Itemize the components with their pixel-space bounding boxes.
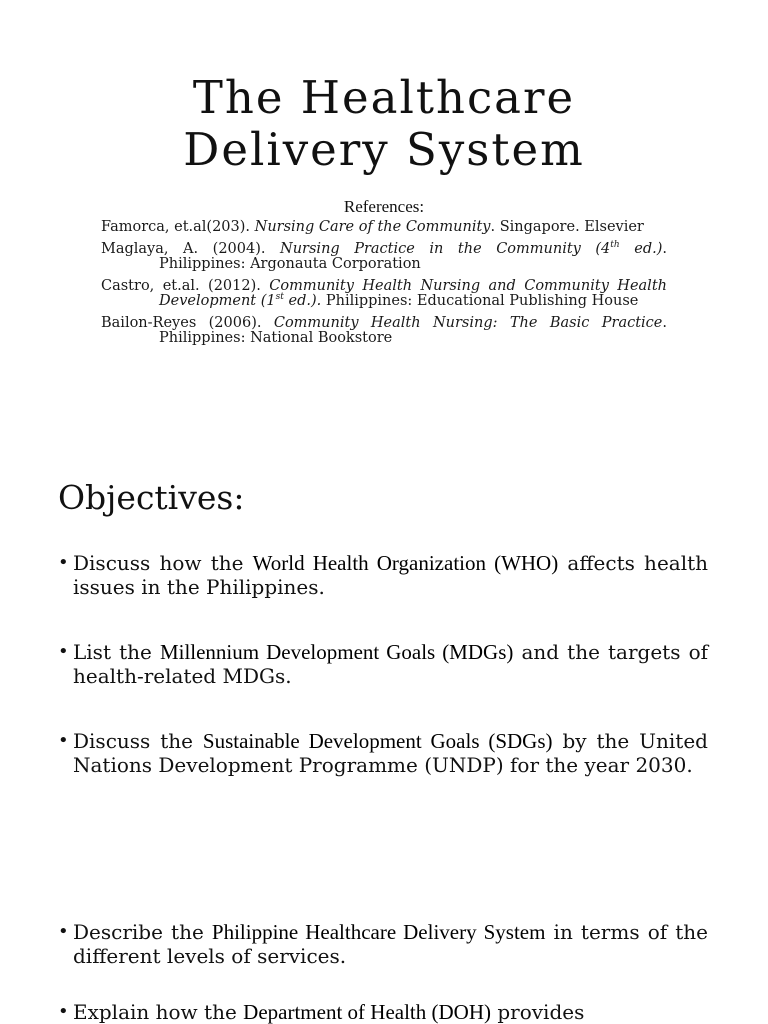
title-line-1: The Healthcare xyxy=(192,71,576,124)
objective-item xyxy=(58,1000,708,1024)
objective-text: affects health issues in the Philippines. xyxy=(73,551,709,599)
objective-text: Discuss how the xyxy=(73,551,253,575)
bullet-icon: • xyxy=(58,1001,69,1022)
objective-item xyxy=(58,551,708,599)
reference-author: Bailon-Reyes (2006). xyxy=(101,314,274,331)
reference-item xyxy=(101,239,667,273)
reference-work-title: Community Health Nursing: The Basic Practice xyxy=(273,314,663,331)
objective-item xyxy=(58,640,708,688)
page-title xyxy=(0,72,768,176)
objective-highlight: World Health Organization (WHO) xyxy=(252,551,559,575)
objective-text: Discuss the xyxy=(73,729,203,753)
reference-superscript: th xyxy=(610,239,620,250)
reference-edition: ed.) xyxy=(619,240,663,257)
objective-text: List the xyxy=(73,640,160,664)
reference-author: Famorca, et.al(203). xyxy=(101,219,255,235)
objective-highlight: Millennium Development Goals (MDGs) xyxy=(159,640,514,664)
objective-highlight: Philippine Healthcare Delivery System xyxy=(211,920,546,944)
references-list xyxy=(101,220,667,353)
objective-highlight: Department of Health (DOH) xyxy=(243,1000,491,1024)
reference-edition: ed.). xyxy=(283,293,322,309)
objective-highlight: Sustainable Development Goals (SDGs) xyxy=(202,729,553,753)
reference-item xyxy=(101,316,667,347)
references-heading: References: xyxy=(343,197,425,216)
reference-publisher: . Singapore. Elsevier xyxy=(490,219,644,235)
reference-superscript: st xyxy=(275,292,284,303)
reference-publisher: . Philippines: Argonauta Corporation xyxy=(159,240,667,272)
objective-text: provides xyxy=(490,1000,585,1024)
objectives-heading: Objectives: xyxy=(58,478,245,517)
objective-text: by the United Nations Development Programme (UNDP) for the year 2030. xyxy=(73,729,708,777)
objective-item xyxy=(58,729,708,777)
objective-text: Describe the xyxy=(73,920,212,944)
reference-work-title: Nursing Care of the Community xyxy=(254,219,491,235)
reference-work-title: Nursing Practice in the Community (4 xyxy=(280,240,611,257)
title-line-2: Delivery System xyxy=(183,123,585,176)
objective-text: in terms of the different levels of services. xyxy=(73,920,708,968)
reference-work-title: Community Health Nursing and Community Health Development (1 xyxy=(159,277,667,309)
bullet-icon: • xyxy=(58,921,69,942)
bullet-icon: • xyxy=(58,641,69,662)
bullet-icon: • xyxy=(58,730,69,751)
reference-publisher: Philippines: Educational Publishing House xyxy=(321,293,639,309)
reference-publisher: . Philippines: National Bookstore xyxy=(159,314,667,346)
reference-item xyxy=(101,220,667,236)
reference-item xyxy=(101,279,667,310)
objective-item xyxy=(58,920,708,968)
bullet-icon: • xyxy=(58,552,69,573)
reference-author: Castro, et.al. (2012). xyxy=(101,277,270,294)
objective-text: and the targets of health-related MDGs. xyxy=(73,640,709,688)
reference-author: Maglaya, A. (2004). xyxy=(101,240,281,257)
objective-text: Explain how the xyxy=(73,1000,244,1024)
